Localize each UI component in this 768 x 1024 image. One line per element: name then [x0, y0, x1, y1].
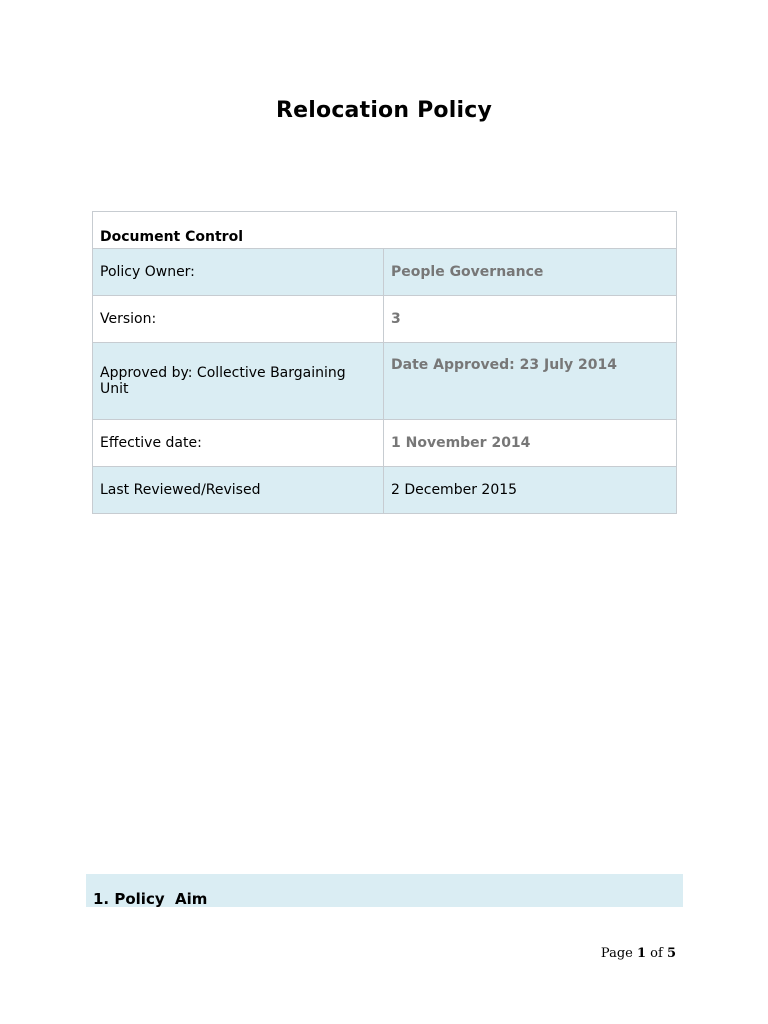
document-control-heading: Document Control: [93, 212, 677, 249]
version-value: 3: [384, 296, 677, 343]
date-approved-value: Date Approved: 23 July 2014: [384, 343, 677, 420]
table-row: [93, 249, 677, 296]
last-reviewed-label: Last Reviewed/Revised: [93, 467, 384, 514]
last-reviewed-value: 2 December 2015: [384, 467, 677, 514]
table-row: [93, 467, 677, 514]
current-page-number: 1: [636, 946, 647, 961]
effective-date-value: 1 November 2014: [384, 420, 677, 467]
version-label: Version:: [93, 296, 384, 343]
policy-owner-value: People Governance: [384, 249, 677, 296]
section-heading-bar: [86, 874, 683, 907]
effective-date-label: Effective date:: [93, 420, 384, 467]
table-row: [93, 343, 677, 420]
table-header-row: [93, 212, 677, 249]
of-word: of: [650, 946, 663, 961]
table-row: [93, 296, 677, 343]
section-heading: 1. Policy Aim: [93, 890, 208, 908]
document-control-table: [92, 211, 677, 514]
page-word: Page: [600, 946, 633, 961]
table-row: [93, 420, 677, 467]
approved-by-label: Approved by: Collective Bargaining Unit: [93, 343, 384, 420]
total-pages-number: 5: [666, 946, 676, 961]
page-number: [601, 946, 676, 961]
policy-owner-label: Policy Owner:: [93, 249, 384, 296]
page-title: Relocation Policy: [276, 98, 492, 123]
